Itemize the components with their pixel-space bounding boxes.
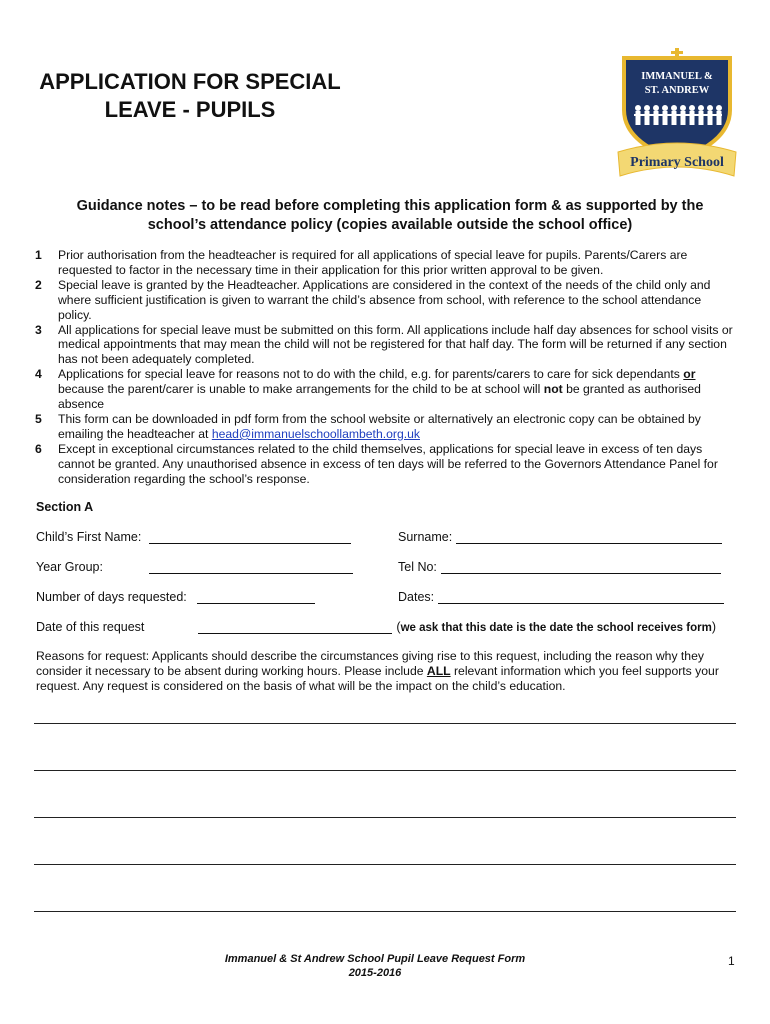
- list-item: [35, 367, 735, 412]
- footer-year: 2015-2016: [348, 967, 402, 979]
- note-number: 4: [35, 367, 42, 382]
- crest-banner: Primary School: [630, 155, 724, 170]
- school-crest-logo: [616, 48, 738, 180]
- tel-input-line[interactable]: [441, 562, 721, 574]
- form-title-line-1: APPLICATION FOR SPECIAL: [39, 69, 341, 94]
- note-text-part: This form can be downloaded in pdf form from the school website or alternatively an electronic copy can be obtained by emailing the headteacher at: [58, 411, 701, 441]
- reason-writing-line[interactable]: [34, 817, 736, 818]
- reasons-text-part: relevant information which you feel supports your request. Any request is considered on the basis of what will be the impact on the child’s education.: [36, 664, 719, 693]
- note-text: [58, 367, 735, 412]
- first-name-label: Child’s First Name:: [36, 530, 142, 544]
- form-title-line-2: LEAVE - PUPILS: [104, 97, 276, 122]
- guidance-heading: [40, 197, 740, 235]
- note-text: [58, 412, 735, 442]
- note-number: 3: [35, 322, 42, 337]
- date-note-close: ): [711, 620, 716, 634]
- dates-label: Dates:: [398, 590, 435, 604]
- note-number: 1: [35, 248, 42, 262]
- date-of-request-field: [36, 620, 716, 634]
- headteacher-email-link[interactable]: head@immanuelschoollambeth.org.uk: [211, 426, 420, 441]
- crest-line-1: IMMANUEL &: [641, 71, 713, 82]
- note-text-part: be granted as authorised absence: [58, 382, 701, 412]
- reasons-text-part: Reasons for request: Applicants should describe the circumstances giving rise to this request, including the reason why they consider it necessary to be absent during working hours. Please include: [36, 649, 704, 678]
- date-of-request-input-line[interactable]: [198, 622, 392, 634]
- note-text-part: Applications for special leave for reasons not to do with the child, e.g. for parents/carers to care for sick dependants: [58, 367, 684, 382]
- reason-writing-line[interactable]: [34, 723, 736, 724]
- date-note-text: we ask that this date is the date the school receives form: [400, 622, 712, 634]
- days-requested-field: [36, 590, 315, 604]
- note-number: 2: [35, 277, 42, 292]
- emphasis-or: or: [683, 367, 696, 382]
- surname-label: Surname:: [398, 530, 453, 544]
- reason-writing-line[interactable]: [34, 911, 736, 912]
- list-item: [35, 278, 735, 323]
- days-requested-label: Number of days requested:: [36, 590, 187, 604]
- note-text: Special leave is granted by the Headteacher. Applications are considered in the context of the needs of the child only and where sufficient justification is given to warrant the child’s absence from school, with reference to the school attendance policy.: [58, 277, 711, 322]
- section-a-heading: Section A: [36, 500, 94, 514]
- list-item: [35, 248, 735, 278]
- date-of-request-label: Date of this request: [36, 620, 145, 634]
- note-text: All applications for special leave must be submitted on this form. All applications include half day absences for school visits or medical appointments that may mean the child will not be registered for that half day. The form will be returned if any section has not been adequately completed.: [58, 322, 733, 367]
- days-requested-input-line[interactable]: [197, 592, 315, 604]
- reasons-paragraph: [36, 649, 736, 694]
- note-text: Except in exceptional circumstances related to the child themselves, applications for special leave in excess of ten days cannot be granted. Any unauthorised absence in excess of ten days will be referred to the Governors Attendance Panel for consideration regarding the school’s response.: [58, 441, 718, 486]
- guidance-line-1: Guidance notes – to be read before completing this application form & as supported by the: [76, 198, 704, 214]
- guidance-notes-list: [35, 248, 735, 487]
- list-item: [35, 412, 735, 442]
- first-name-input-line[interactable]: [149, 532, 351, 544]
- emphasis-all: ALL: [426, 664, 451, 678]
- year-group-label: Year Group:: [36, 560, 103, 574]
- date-note-open: (: [396, 620, 401, 634]
- list-item: [35, 323, 735, 368]
- year-group-field: [36, 560, 353, 574]
- note-number: 5: [35, 411, 42, 426]
- note-number: 6: [35, 441, 42, 456]
- dates-field: [398, 590, 724, 604]
- reason-writing-line[interactable]: [34, 770, 736, 771]
- guidance-line-2: school’s attendance policy (copies available outside the school office): [147, 217, 633, 233]
- note-text-part: because the parent/carer is unable to make arrangements for the child to be at school will: [58, 382, 544, 397]
- first-name-field: [36, 530, 351, 544]
- footer-title: Immanuel & St Andrew School Pupil Leave Request Form: [224, 953, 526, 965]
- reason-writing-line[interactable]: [34, 864, 736, 865]
- form-title: [20, 68, 360, 124]
- crest-line-2: ST. ANDREW: [644, 85, 710, 96]
- year-group-input-line[interactable]: [149, 562, 353, 574]
- date-note: [396, 620, 716, 634]
- surname-input-line[interactable]: [456, 532, 722, 544]
- list-item: [35, 442, 735, 487]
- tel-label: Tel No:: [398, 560, 437, 574]
- page-number: 1: [728, 954, 735, 968]
- note-text: Prior authorisation from the headteacher is required for all applications of special leave for pupils. Parents/Carers are requested to factor in the necessary time in their application for this prior written approval to be given.: [58, 248, 688, 277]
- surname-field: [398, 530, 722, 544]
- emphasis-not: not: [543, 382, 563, 397]
- page-footer: [175, 952, 575, 980]
- dates-input-line[interactable]: [438, 592, 724, 604]
- tel-field: [398, 560, 721, 574]
